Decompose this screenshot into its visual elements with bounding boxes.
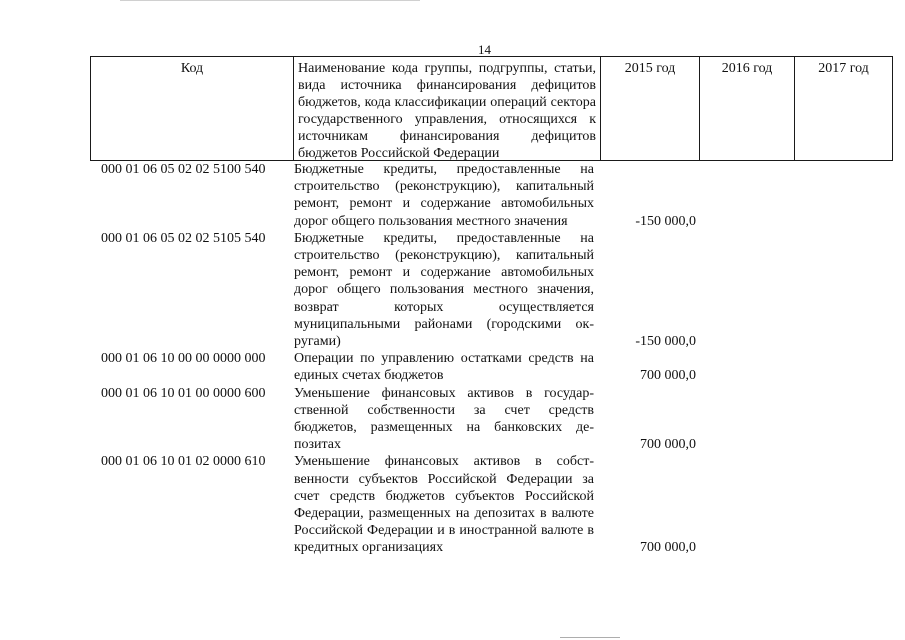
header-2015: 2015 год (601, 57, 700, 160)
page-number: 14 (478, 42, 491, 57)
header-2017: 2017 год (818, 61, 869, 76)
row-code: 000 01 06 05 02 02 5105 540 (101, 230, 266, 246)
row-value-2015: 700 000,0 (640, 437, 696, 453)
table-row (0, 385, 905, 454)
table-row (0, 350, 905, 384)
row-code: 000 01 06 10 01 00 0000 600 (101, 385, 266, 401)
table-body (0, 161, 905, 557)
table-row (0, 230, 905, 350)
table-row (0, 453, 905, 556)
row-code: 000 01 06 05 02 02 5100 540 (101, 162, 266, 177)
row-value-2015: -150 000,0 (635, 334, 696, 350)
scan-mark-top (120, 0, 420, 1)
table-header (90, 56, 893, 161)
row-value-2015: 700 000,0 (640, 540, 696, 556)
row-name: Уменьшение финансовых активов в государственной собственности за счет средств бюджетов, размещенных на банковских депозитах (294, 385, 594, 453)
scan-mark-bottom (560, 637, 620, 638)
row-name: Бюджетные кредиты, предоставленные на строительство (реконструкцию), капитальный ремонт, ремонт и содержание автомобильных дорог общего пользования местного значения (294, 162, 594, 229)
row-value-2015: 700 000,0 (640, 368, 696, 384)
row-code: 000 01 06 10 01 02 0000 610 (101, 454, 266, 470)
table-row (0, 161, 905, 230)
row-value-2015: -150 000,0 (635, 213, 696, 229)
header-name: Наименование кода группы, подгруппы, статьи, вида источника финансирования дефицитов бюджетов, кода классификации операций сектора государственного управления, относящихся к источникам финансирования дефицитов бюджетов Российской Федерации (294, 57, 601, 160)
row-code: 000 01 06 10 00 00 0000 000 (101, 351, 266, 367)
row-name: Уменьшение финансовых активов в собственности субъектов Российской Федерации за счет средств бюджетов субъектов Российской Федерации, размещенных на депозитах в валюте Российской Федерации и в иностранной валюте в кредитных организациях (294, 454, 594, 556)
header-2016: 2016 год (700, 57, 795, 160)
row-name: Бюджетные кредиты, предоставленные на строительство (реконструкцию), капитальный ремонт, ремонт и содержание автомобильных дорог общего пользования местного значения, возврат которых осуществляется муниципальными районами (городскими округами) (294, 230, 594, 350)
row-name: Операции по управлению остатками средств на единых счетах бюджетов (294, 351, 594, 384)
header-code: Код (91, 57, 294, 160)
